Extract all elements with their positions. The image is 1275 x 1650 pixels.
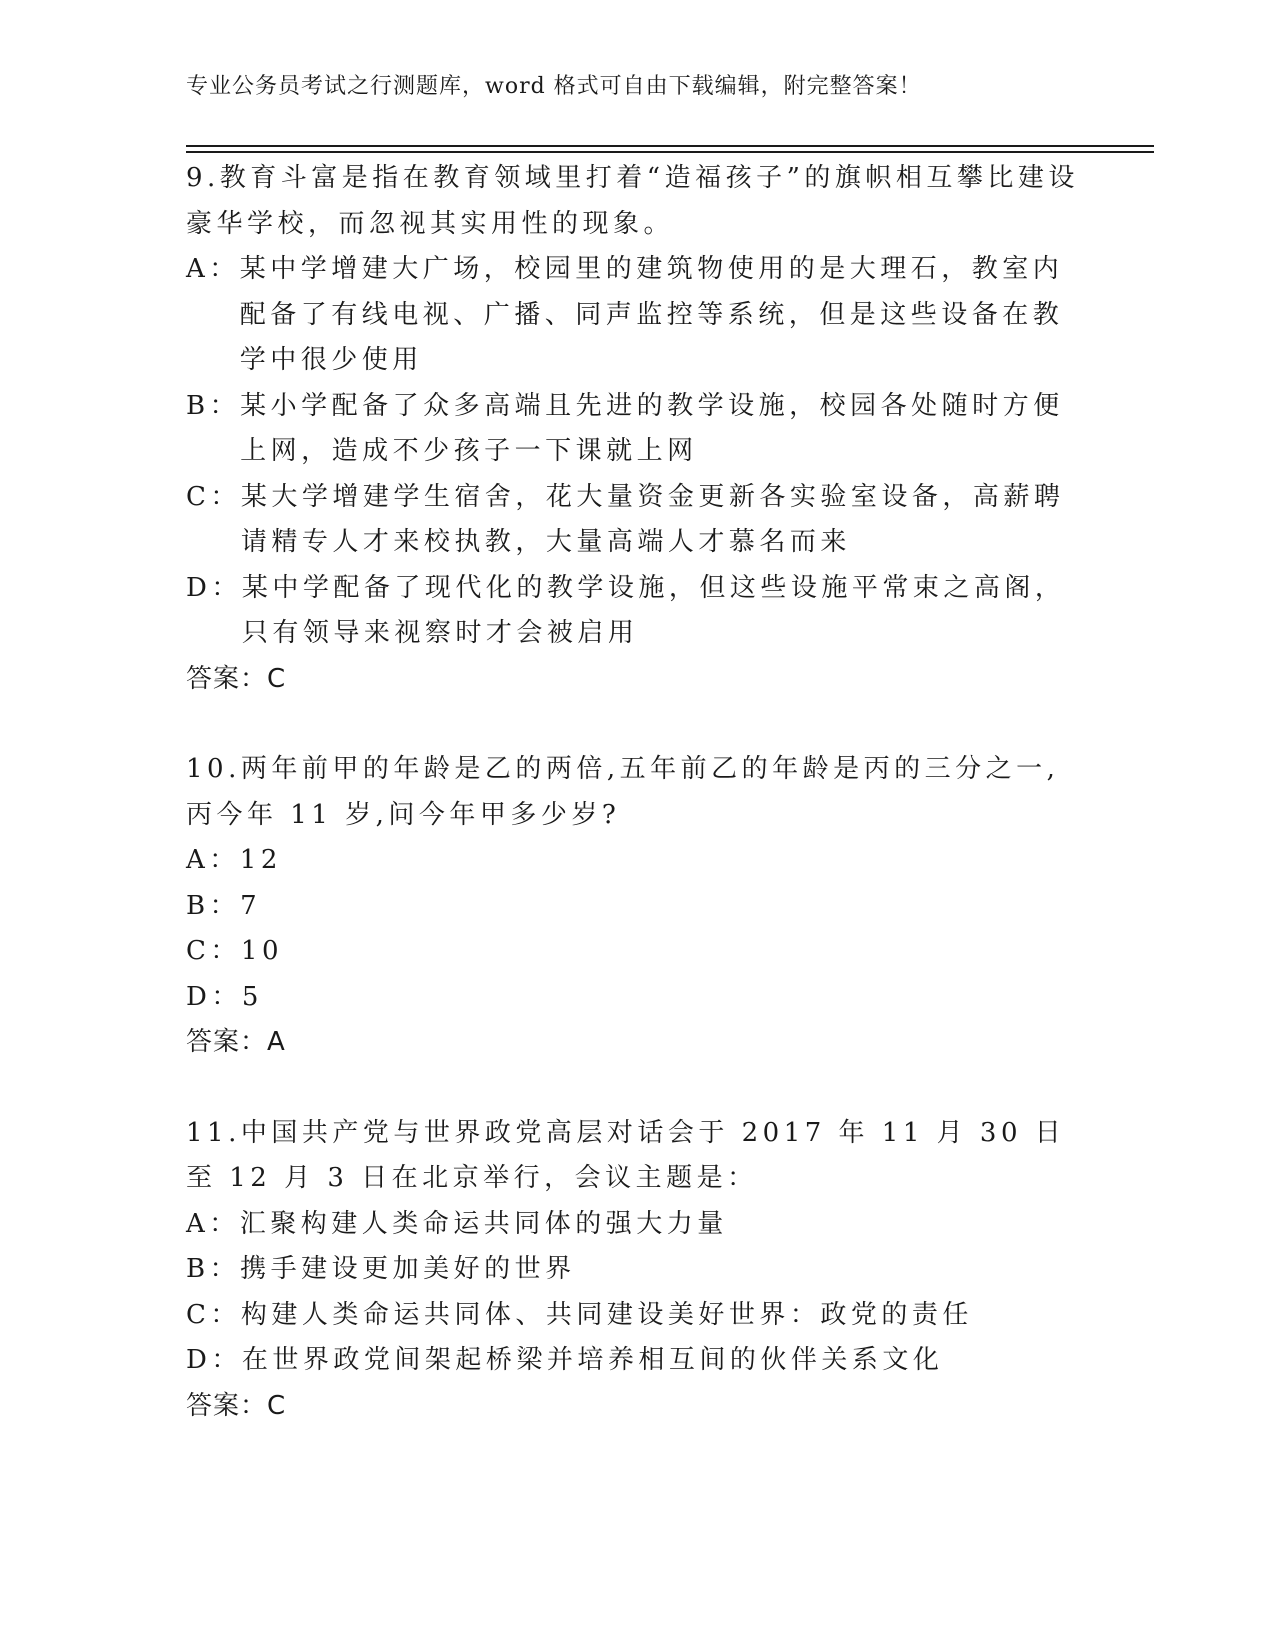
question-stem: 10.两年前甲的年龄是乙的两倍,五年前乙的年龄是丙的三分之一,丙今年 11 岁,问今年甲多少岁? bbox=[186, 754, 1060, 830]
option-c bbox=[186, 475, 1086, 566]
question-spacer bbox=[186, 702, 1086, 747]
answer-text: 答案：C bbox=[186, 1390, 287, 1421]
option-c bbox=[186, 1293, 1086, 1339]
option-text: 某中学增建大广场，校园里的建筑物使用的是大理石，教室内配备了有线电视、广播、同声监控等系统，但是这些设备在教学中很少使用 bbox=[239, 254, 1064, 375]
option-text: 在世界政党间架起桥梁并培养相互间的伙伴关系文化 bbox=[241, 1345, 944, 1375]
option-letter: A： bbox=[186, 1208, 240, 1239]
option-text: 7 bbox=[240, 890, 262, 921]
option-letter: D： bbox=[186, 572, 242, 603]
option-text: 构建人类命运共同体、共同建设美好世界：政党的责任 bbox=[240, 1299, 973, 1330]
option-letter: A： bbox=[186, 845, 240, 875]
option-a bbox=[186, 1202, 1086, 1248]
option-letter: C： bbox=[186, 481, 241, 512]
page-header: 专业公务员考试之行测题库，word 格式可自由下载编辑，附完整答案！ bbox=[186, 74, 922, 99]
option-text: 某大学增建学生宿舍，花大量资金更新各实验室设备，高薪聘请精专人才来校执教，大量高端人才慕名而来 bbox=[240, 481, 1065, 557]
option-b bbox=[186, 384, 1086, 475]
option-d bbox=[186, 975, 1086, 1021]
option-text: 5 bbox=[241, 981, 263, 1012]
option-text: 某中学配备了现代化的教学设施，但这些设施平常束之高阁，只有领导来视察时才会被启用 bbox=[241, 572, 1066, 648]
option-letter: B： bbox=[186, 390, 241, 421]
answer-text: 答案：A bbox=[186, 1027, 286, 1057]
option-d bbox=[186, 1338, 1086, 1384]
question-11 bbox=[186, 1111, 1086, 1430]
option-letter: B： bbox=[186, 890, 241, 921]
option-letter: C： bbox=[186, 936, 241, 966]
question-10 bbox=[186, 747, 1086, 1066]
option-text: 携手建设更加美好的世界 bbox=[240, 1254, 576, 1284]
question-list bbox=[186, 156, 1086, 1429]
option-letter: B： bbox=[186, 1254, 241, 1284]
question-stem: 11.中国共产党与世界政党高层对话会于 2017 年 11 月 30 日至 12 月 3 日在北京举行，会议主题是： bbox=[186, 1117, 1066, 1193]
header-rule-thick bbox=[186, 145, 1154, 147]
option-text: 10 bbox=[240, 936, 283, 966]
option-text: 某小学配备了众多高端且先进的教学设施，校园各处随时方便上网，造成不少孩子一下课就上网 bbox=[240, 390, 1064, 466]
option-letter: C： bbox=[186, 1299, 241, 1330]
option-letter: D： bbox=[186, 981, 242, 1012]
question-9 bbox=[186, 156, 1086, 702]
option-d bbox=[186, 566, 1086, 657]
option-letter: D： bbox=[186, 1345, 242, 1375]
option-a bbox=[186, 838, 1086, 884]
option-letter: A： bbox=[186, 254, 240, 284]
option-text: 12 bbox=[239, 845, 282, 875]
option-b bbox=[186, 1247, 1086, 1293]
answer-text: 答案：C bbox=[186, 663, 287, 694]
option-c bbox=[186, 929, 1086, 975]
option-a bbox=[186, 247, 1086, 384]
option-b bbox=[186, 884, 1086, 930]
header-rule-thin bbox=[186, 151, 1154, 153]
question-stem: 9.教育斗富是指在教育领域里打着“造福孩子”的旗帜相互攀比建设豪华学校，而忽视其实用性的现象。 bbox=[186, 163, 1079, 239]
option-text: 汇聚构建人类命运共同体的强大力量 bbox=[239, 1208, 728, 1239]
question-spacer bbox=[186, 1066, 1086, 1111]
